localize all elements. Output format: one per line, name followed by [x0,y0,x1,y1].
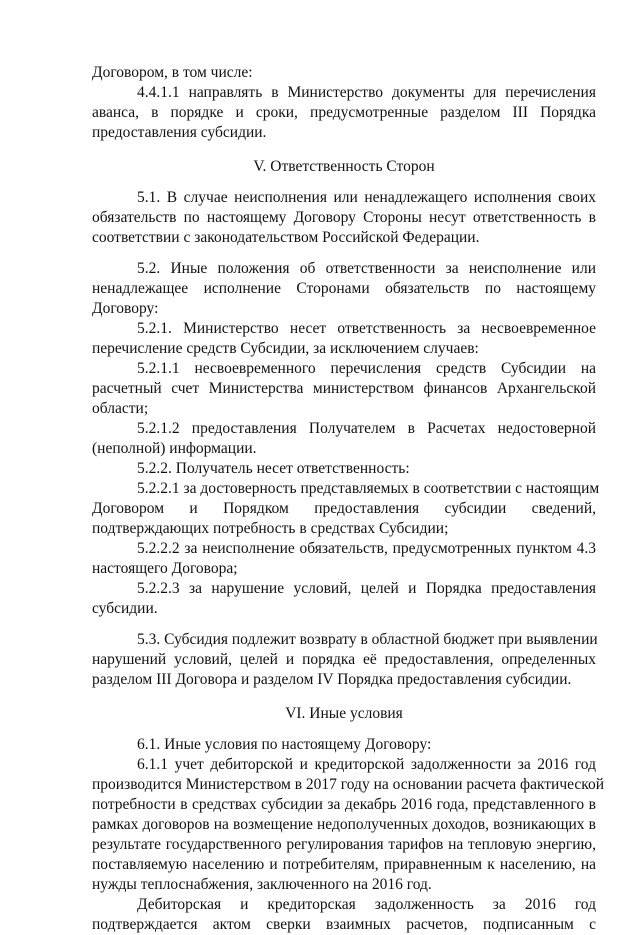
text-line: (неполной) информации. [92,440,257,457]
text-line: разделом III Договора и разделом IV Порядка предоставления субсидии. [92,671,572,688]
text-line: рамках договоров на возмещение недополученных доходов, возникающих в [92,816,596,833]
text-line: 5.2.2.3 за нарушение условий, целей и Порядка предоставления [137,580,596,597]
text-line: 5.3. Субсидия подлежит возврату в областной бюджет при выявлении [137,631,598,648]
text-line: 5.1. В случае неисполнения или ненадлежащего исполнения своих [137,189,596,206]
text-line: Договору: [92,300,159,317]
text-line: настоящего Договора; [92,560,238,577]
text-line: обязательств по настоящему Договору Стороны несут ответственность в [92,209,596,226]
section-heading: V. Ответственность Сторон [253,158,435,175]
text-line: производится Министерством в 2017 году на основании расчета фактической [92,776,605,793]
text-line: 5.2.2.1 за достоверность представляемых в соответствии с настоящим [137,480,600,497]
text-line: 5.2. Иные положения об ответственности за неисполнение или [137,260,596,277]
section-heading: VI. Иные условия [285,705,403,722]
text-line: результате государственного регулирования тарифов на тепловую энергию, [92,836,596,853]
text-line: нужды теплоснабжения, заключенного на 2016 год. [92,876,432,893]
text-line: поставляемую населению и потребителям, приравненным к населению, на [92,856,596,873]
text-line: нарушений условий, целей и порядка её предоставления, определенных [92,651,596,668]
text-line: Договором и Порядком предоставления субсидии сведений, [92,500,596,517]
text-line: подтверждается актом сверки взаимных расчетов, подписанным с [92,916,596,933]
text-line: 5.2.2.2 за неисполнение обязательств, предусмотренных пунктом 4.3 [137,540,596,557]
text-line: 6.1.1 учет дебиторской и кредиторской задолженности за 2016 год [137,756,596,773]
text-line: 5.2.1.1 несвоевременного перечисления средств Субсидии на [137,360,596,377]
text-line: потребности в средствах субсидии за декабрь 2016 года, представленного в [92,796,596,813]
text-line: области; [92,400,149,417]
text-line: 4.4.1.1 направлять в Министерство документы для перечисления [137,84,596,101]
text-line: предоставления субсидии. [92,124,267,141]
text-line: Договором, в том числе: [92,64,253,81]
text-line: Дебиторская и кредиторская задолженность за 2016 год [137,896,596,913]
text-line: расчетный счет Министерства министерством финансов Архангельской [92,380,596,397]
text-line: 5.2.1. Министерство несет ответственность за несвоевременное [137,320,596,337]
text-line: 6.1. Иные условия по настоящему Договору: [137,736,432,753]
text-line: 5.2.1.2 предоставления Получателем в Расчетах недостоверной [137,420,596,437]
text-line: аванса, в порядке и сроки, предусмотренные разделом III Порядка [92,104,596,121]
text-line: соответствии с законодательством Российской Федерации. [92,229,480,246]
text-line: перечисление средств Субсидии, за исключением случаев: [92,340,479,357]
text-line: субсидии. [92,600,158,617]
text-line: 5.2.2. Получатель несет ответственность: [137,460,410,477]
text-line: подтверждающих потребность в средствах Субсидии; [92,520,449,537]
text-line: ненадлежащее исполнение Сторонами обязательств по настоящему [92,280,596,297]
